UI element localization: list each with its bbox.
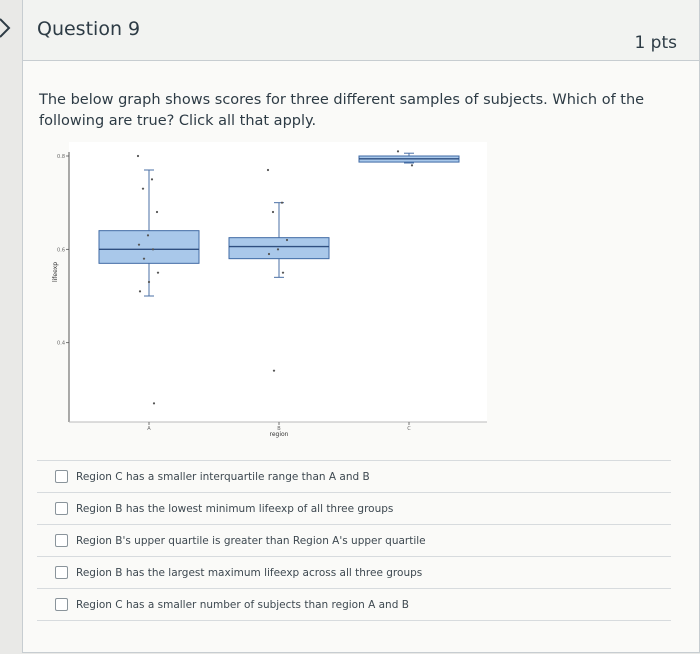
answer-option[interactable] <box>37 556 671 588</box>
x-tick-label: C <box>407 426 411 432</box>
data-point <box>151 178 153 180</box>
answer-option-label: Region B's upper quartile is greater than Region A's upper quartile <box>76 534 426 547</box>
x-tick-label: B <box>277 426 281 432</box>
answer-option-label: Region C has a smaller number of subjects than region A and B <box>76 598 409 611</box>
box-iqr <box>229 238 329 259</box>
question-header <box>23 0 699 61</box>
question-title: Question 9 <box>37 18 141 40</box>
data-point <box>142 188 144 190</box>
data-point <box>267 169 269 171</box>
question-text: The below graph shows scores for three different samples of subjects. Which of the following are true? Click all that apply. <box>39 92 645 129</box>
data-point <box>282 272 284 274</box>
answer-option-label: Region B has the lowest minimum lifeexp of all three groups <box>76 502 394 515</box>
boxplot-chart <box>49 142 489 442</box>
data-point <box>268 253 270 255</box>
chevron-right-icon[interactable] <box>0 16 13 40</box>
question-points: 1 pts <box>634 33 677 53</box>
plot-area <box>69 142 487 422</box>
boxplot-svg <box>49 142 489 442</box>
data-point <box>272 211 274 213</box>
answer-option-label: Region C has a smaller interquartile range than A and B <box>76 470 370 483</box>
question-card <box>22 0 700 653</box>
x-tick-label: A <box>147 426 151 432</box>
y-tick-label: 0.8 <box>57 154 65 160</box>
data-point <box>277 248 279 250</box>
y-tick-label: 0.6 <box>57 247 65 254</box>
data-point <box>273 370 275 372</box>
answer-option-label: Region B has the largest maximum lifeexp across all three groups <box>76 566 423 579</box>
answer-checkbox[interactable] <box>55 566 68 579</box>
data-point <box>137 155 139 157</box>
answer-options <box>37 460 671 621</box>
y-axis-label: lifeexp <box>52 261 59 283</box>
data-point <box>148 281 150 283</box>
answer-option[interactable] <box>37 492 671 524</box>
answer-option[interactable] <box>37 460 671 492</box>
data-point <box>286 239 288 241</box>
data-point <box>147 234 149 236</box>
answer-checkbox[interactable] <box>55 502 68 515</box>
answer-option[interactable] <box>37 524 671 556</box>
data-point <box>139 290 141 292</box>
data-point <box>157 272 159 274</box>
x-axis-label: region <box>269 431 289 438</box>
data-point <box>138 244 140 246</box>
answer-option[interactable] <box>37 588 671 621</box>
data-point <box>143 258 145 260</box>
answer-checkbox[interactable] <box>55 534 68 547</box>
data-point <box>156 211 158 213</box>
answer-checkbox[interactable] <box>55 598 68 611</box>
answer-checkbox[interactable] <box>55 470 68 483</box>
y-tick-label: 0.4 <box>57 340 65 347</box>
data-point <box>411 164 413 166</box>
data-point <box>397 150 399 152</box>
data-point <box>152 248 154 250</box>
data-point <box>153 402 155 404</box>
data-point <box>281 202 283 204</box>
